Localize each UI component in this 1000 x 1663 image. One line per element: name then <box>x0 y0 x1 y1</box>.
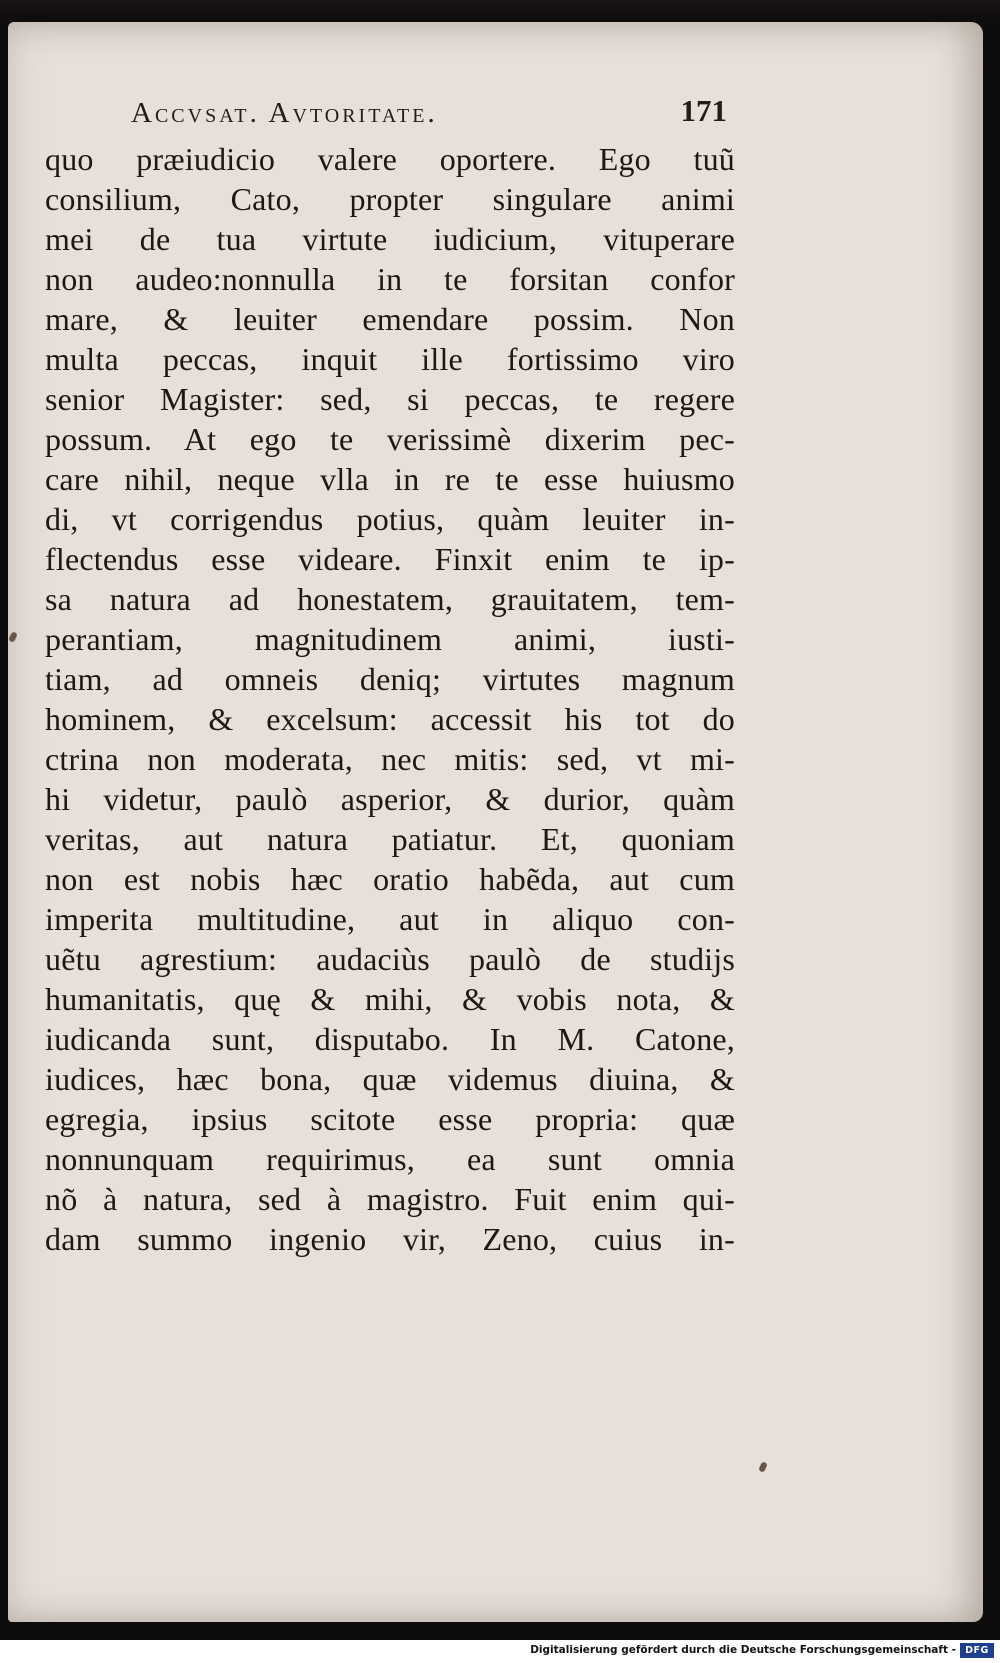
digitization-footer <box>0 1640 1000 1663</box>
text-line: mare, & leuiter emendare possim. Non <box>45 301 735 337</box>
body-text <box>45 139 735 1259</box>
ink-speck <box>758 1461 768 1473</box>
text-line: uẽtu agrestium: audaciùs paulò de studijs <box>45 941 735 977</box>
text-line: hi videtur, paulò asperior, & durior, quàm <box>45 781 735 817</box>
book-page <box>8 22 983 1622</box>
text-line: dam summo ingenio vir, Zeno, cuius in- <box>45 1221 735 1257</box>
text-line: hominem, & excelsum: accessit his tot do <box>45 701 735 737</box>
running-title: Accvsat. Avtoritate. <box>131 97 438 129</box>
text-line: ctrina non moderata, nec mitis: sed, vt mi- <box>45 741 735 777</box>
text-line: quo præiudicio valere oportere. Ego tuũ <box>45 141 735 177</box>
text-line: multa peccas, inquit ille fortissimo viro <box>45 341 735 377</box>
text-line: mei de tua virtute iudicium, vituperare <box>45 221 735 257</box>
text-line: flectendus esse videare. Finxit enim te ip- <box>45 541 735 577</box>
text-line: humanitatis, quę & mihi, & vobis nota, & <box>45 981 735 1017</box>
text-line: senior Magister: sed, si peccas, te regere <box>45 381 735 417</box>
text-line: iudicanda sunt, disputabo. In M. Catone, <box>45 1021 735 1057</box>
text-line: non est nobis hæc oratio habẽda, aut cum <box>45 861 735 897</box>
text-line: consilium, Cato, propter singulare animi <box>45 181 735 217</box>
text-line: di, vt corrigendus potius, quàm leuiter in- <box>45 501 735 537</box>
text-line: care nihil, neque vlla in re te esse huiusmo <box>45 461 735 497</box>
text-line: tiam, ad omneis deniq; virtutes magnum <box>45 661 735 697</box>
text-line: egregia, ipsius scitote esse propria: quæ <box>45 1101 735 1137</box>
page-number: 171 <box>680 93 727 128</box>
text-line: nonnunquam requirimus, ea sunt omnia <box>45 1141 735 1177</box>
text-line: veritas, aut natura patiatur. Et, quoniam <box>45 821 735 857</box>
text-line: perantiam, magnitudinem animi, iusti- <box>45 621 735 657</box>
text-line: nõ à natura, sed à magistro. Fuit enim qui- <box>45 1181 735 1217</box>
text-line: non audeo:nonnulla in te forsitan confor <box>45 261 735 297</box>
ink-speck <box>8 631 18 643</box>
funding-credit: Digitalisierung gefördert durch die Deutsche Forschungsgemeinschaft - <box>530 1644 956 1656</box>
text-area <box>45 87 735 1357</box>
text-line: iudices, hæc bona, quæ videmus diuina, & <box>45 1061 735 1097</box>
scan-top-edge <box>0 0 1000 22</box>
text-line: possum. At ego te verissimè dixerim pec- <box>45 421 735 457</box>
text-line: sa natura ad honestatem, grauitatem, tem- <box>45 581 735 617</box>
running-head <box>45 87 735 139</box>
dfg-logo-icon: DFG <box>960 1643 994 1658</box>
text-line: imperita multitudine, aut in aliquo con- <box>45 901 735 937</box>
